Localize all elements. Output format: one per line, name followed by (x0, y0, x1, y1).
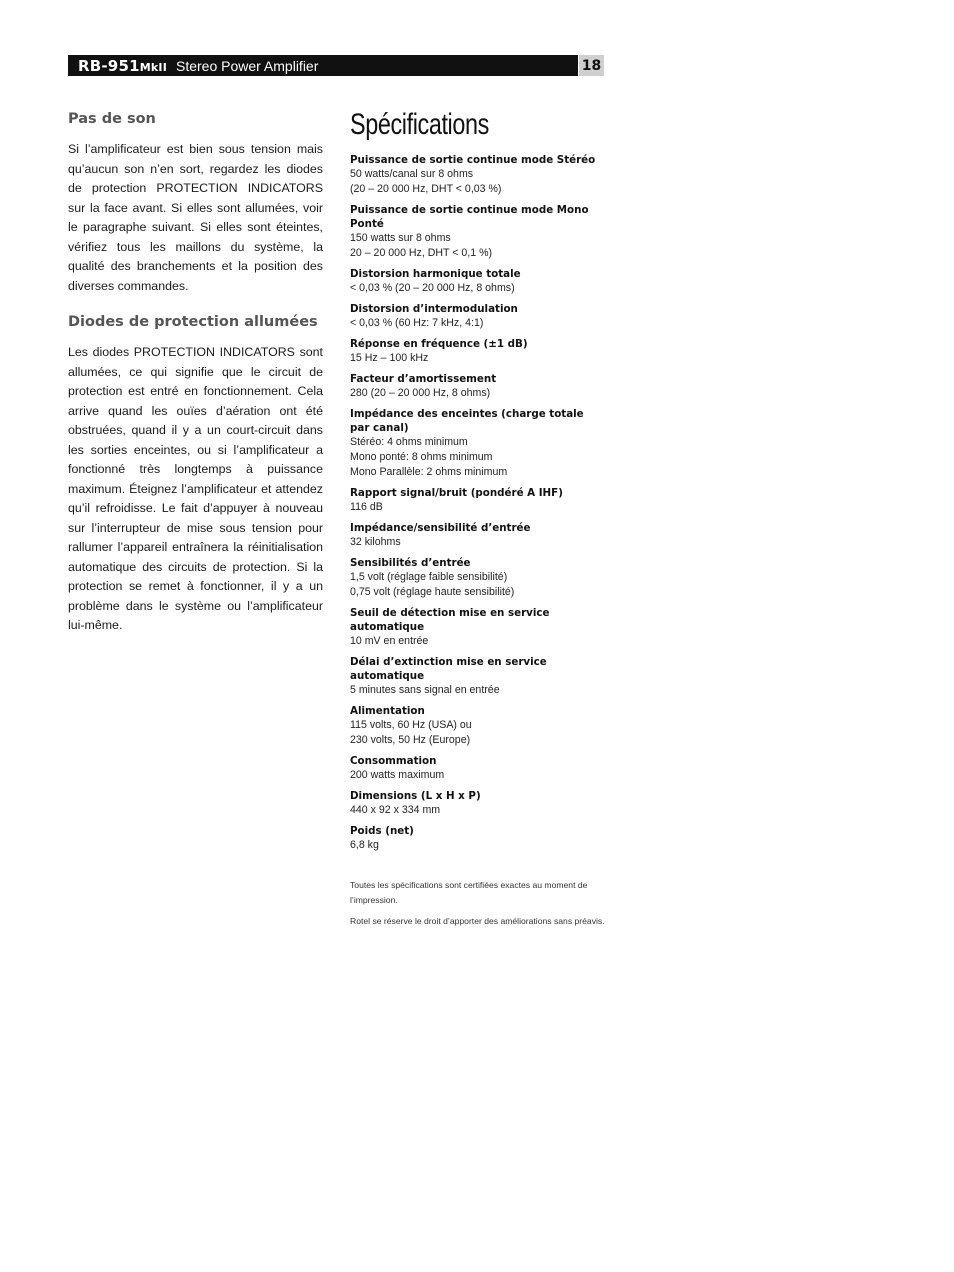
spec-item (350, 704, 605, 748)
spec-value: 6,8 kg (350, 839, 379, 851)
spec-label: Impédance des enceintes (charge totale par canal) (350, 408, 584, 434)
specifications-column (350, 108, 605, 935)
spec-label: Distorsion harmonique totale (350, 268, 521, 280)
spec-item (350, 372, 605, 401)
spec-item (350, 337, 605, 366)
spec-item (350, 407, 605, 480)
spec-value: 280 (20 – 20 000 Hz, 8 ohms) (350, 387, 491, 399)
spec-item (350, 754, 605, 783)
spec-value: (20 – 20 000 Hz, DHT < 0,03 %) (350, 183, 502, 195)
spec-label: Alimentation (350, 705, 425, 717)
spec-label: Rapport signal/bruit (pondéré A IHF) (350, 487, 563, 499)
note-improvements: Rotel se réserve le droit d’apporter des améliorations sans préavis. (350, 916, 605, 926)
document-title: Stereo Power Amplifier (175, 57, 319, 74)
section-heading-no-sound: Pas de son (68, 111, 156, 127)
spec-value: 150 watts sur 8 ohms (350, 232, 451, 244)
spec-value: 440 x 92 x 334 mm (350, 804, 441, 816)
spec-value: 50 watts/canal sur 8 ohms (350, 168, 474, 180)
spec-item (350, 824, 605, 853)
spec-item (350, 302, 605, 331)
spec-label: Seuil de détection mise en service automatique (350, 607, 550, 633)
spec-label: Poids (net) (350, 825, 414, 837)
spec-value: Mono Parallèle: 2 ohms minimum (350, 466, 508, 478)
spec-value: 10 mV en entrée (350, 635, 429, 647)
spec-value: 0,75 volt (réglage haute sensibilité) (350, 586, 515, 598)
spec-item (350, 789, 605, 818)
spec-item (350, 521, 605, 550)
spec-item (350, 486, 605, 515)
spec-value: 5 minutes sans signal en entrée (350, 684, 500, 696)
spec-value: 200 watts maximum (350, 769, 445, 781)
spec-value: < 0,03 % (60 Hz: 7 kHz, 4:1) (350, 317, 484, 329)
spec-value: 1,5 volt (réglage faible sensibilité) (350, 571, 508, 583)
spec-list (350, 153, 605, 853)
spec-value: < 0,03 % (20 – 20 000 Hz, 8 ohms) (350, 282, 515, 294)
spec-item (350, 153, 605, 197)
section-heading-protection-leds: Diodes de protection allumées (68, 314, 318, 330)
spec-label: Réponse en fréquence (±1 dB) (350, 338, 528, 350)
spec-value: 32 kilohms (350, 536, 401, 548)
spec-label: Distorsion d’intermodulation (350, 303, 518, 315)
spec-label: Sensibilités d’entrée (350, 557, 471, 569)
section-body-protection-leds: Les diodes PROTECTION INDICATORS sont allumées, ce qui signifie que le circuit de protection est entré en fonctionnement. Cela arrive quand les ouïes d’aération ont été obstruées, quand il y a un court-circuit dans les sorties enceintes, ou si l’amplificateur a fonctionné très longtemps à puissance maximum. Éteignez l’amplificateur et attendez qu’il refroidisse. Le fait d’appuyer à nouveau sur l’interrupteur de mise sous tension pour rallumer l’appareil entraînera la réinitialisation automatique des circuits de protection. Si la protection se remet à fonctionner, il y a un problème dans le système ou l’amplificateur lui-même. (68, 345, 323, 632)
troubleshooting-column (68, 111, 323, 636)
specifications-title: Spécifications (350, 108, 489, 141)
page-number: 18 (579, 55, 604, 76)
header-bar (68, 55, 578, 76)
model-name: RB-951MkII (78, 56, 167, 75)
spec-item (350, 267, 605, 296)
spec-item (350, 655, 605, 698)
spec-label: Consommation (350, 755, 437, 767)
model-suffix: MkII (139, 60, 167, 74)
spec-label: Facteur d’amortissement (350, 373, 497, 385)
spec-notes (350, 878, 605, 929)
spec-label: Impédance/sensibilité d’entrée (350, 522, 531, 534)
spec-value: 115 volts, 60 Hz (USA) ou (350, 719, 472, 731)
section-body-no-sound: Si l’amplificateur est bien sous tension mais qu’aucun son n’en sort, regardez les diodes de protection PROTECTION INDICATORS sur la face avant. Si elles sont allumées, voir le paragraphe suivant. Si elles sont éteintes, vérifiez tous les maillons du système, la qualité des branchements et la position des diverses commandes. (68, 142, 323, 293)
spec-value: 20 – 20 000 Hz, DHT < 0,1 %) (350, 247, 493, 259)
spec-label: Puissance de sortie continue mode Stéréo (350, 154, 596, 166)
spec-item (350, 203, 605, 261)
spec-label: Délai d’extinction mise en service automatique (350, 656, 547, 682)
note-accuracy: Toutes les spécifications sont certifiées exactes au moment de l’impression. (350, 880, 588, 905)
spec-label: Dimensions (L x H x P) (350, 790, 481, 802)
spec-value: 15 Hz – 100 kHz (350, 352, 429, 364)
spec-label: Puissance de sortie continue mode Mono Ponté (350, 204, 589, 230)
spec-value: Stéréo: 4 ohms minimum (350, 436, 468, 448)
spec-value: 230 volts, 50 Hz (Europe) (350, 734, 471, 746)
spec-value: 116 dB (350, 501, 383, 513)
spec-value: Mono ponté: 8 ohms minimum (350, 451, 493, 463)
spec-item (350, 556, 605, 600)
spec-item (350, 606, 605, 649)
